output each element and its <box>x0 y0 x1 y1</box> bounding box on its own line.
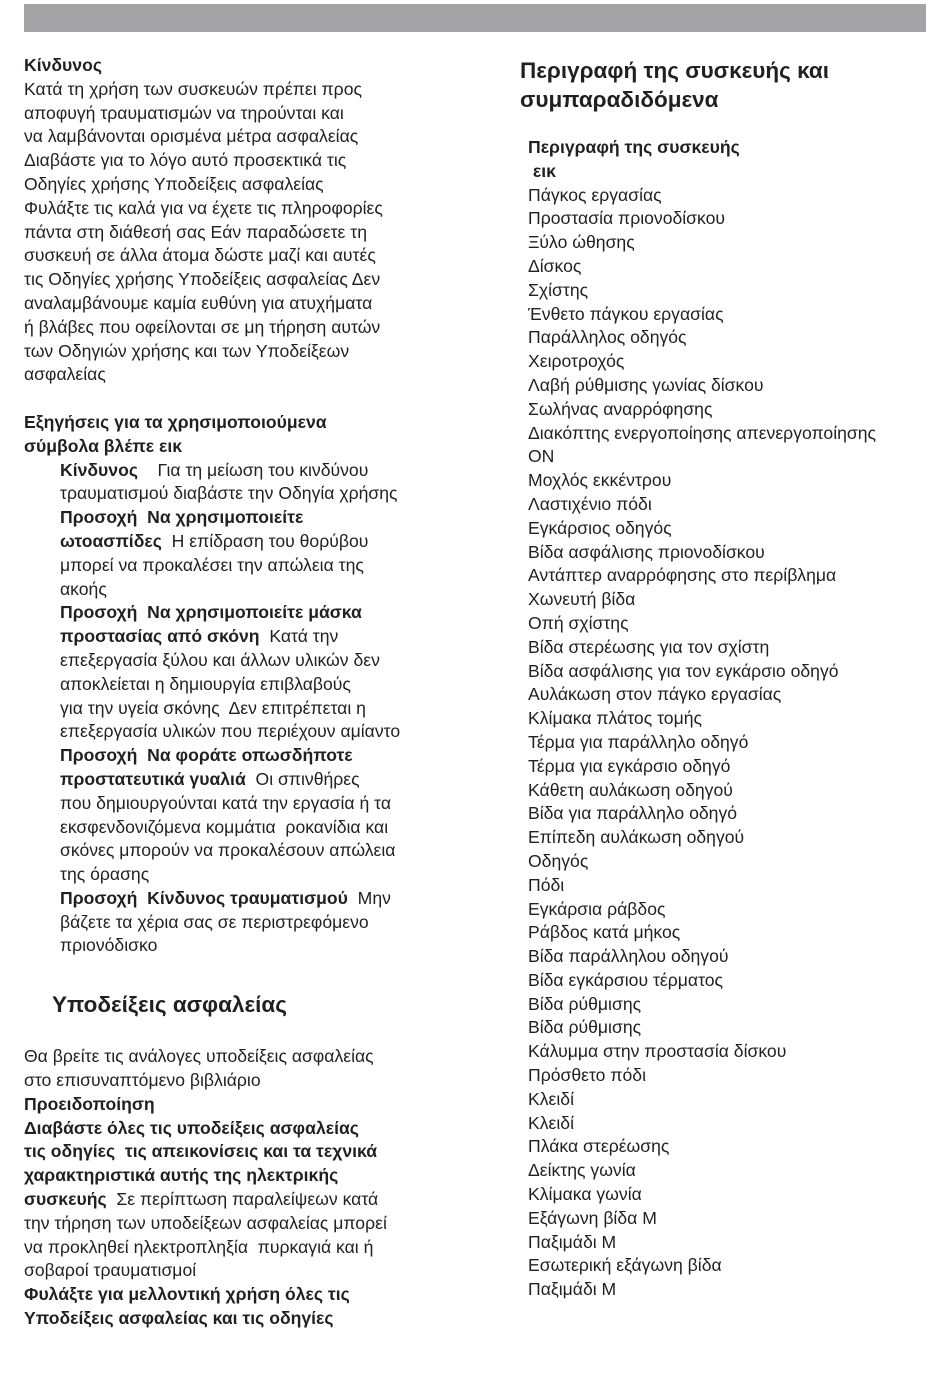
bold-text: ωτοασπίδες <box>60 530 162 551</box>
symbol-line <box>24 744 464 768</box>
plain-text: Η επίδραση του θορύβου <box>161 530 369 551</box>
list-item: Δείκτης γωνία <box>528 1160 636 1181</box>
list-item: Παξιμάδι Μ <box>528 1231 617 1252</box>
figure-reference: εικ <box>528 160 556 181</box>
symbol-line <box>24 506 464 530</box>
list-item: Χωνευτή βίδα <box>528 589 636 610</box>
description-heading <box>520 56 940 114</box>
plain-text: Μην <box>347 887 391 908</box>
safety-line <box>24 1307 464 1331</box>
paragraph-line: των Οδηγιών χρήσης και των Υποδείξεων <box>24 340 350 361</box>
symbol-line <box>24 768 464 792</box>
symbols-heading-line: Εξηγήσεις για τα χρησιμοποιούμενα <box>24 411 327 432</box>
plain-text: της όρασης <box>60 864 150 885</box>
bold-text: προστασίας από σκόνη <box>60 626 260 647</box>
list-item: Μοχλός εκκέντρου <box>528 470 672 491</box>
bold-text: τις οδηγίες τις απεικονίσεις και τα τεχνικά <box>24 1141 378 1162</box>
list-item: Προστασία πριονοδίσκου <box>528 208 726 229</box>
list-item: Κλίμακα γωνία <box>528 1184 642 1205</box>
list-item: Κλίμακα πλάτος τομής <box>528 708 702 729</box>
bold-text: συσκευής <box>24 1189 107 1210</box>
paragraph-line: αποφυγή τραυματισμών να τηρούνται και <box>24 102 344 123</box>
safety-line <box>24 1236 464 1260</box>
plain-text: Κατά την <box>259 626 339 647</box>
paragraph-line: συσκευή σε άλλα άτομα δώστε μαζί και αυτές <box>24 245 376 266</box>
safety-line <box>24 1069 464 1093</box>
symbol-line <box>24 625 464 649</box>
list-item: Σωλήνας αναρρόφησης <box>528 398 713 419</box>
header-bar <box>24 4 926 32</box>
symbol-line <box>24 530 464 554</box>
plain-text: στο επισυναπτόμενο βιβλιάριο <box>24 1070 261 1091</box>
paragraph-line: αναλαμβάνουμε καμία ευθύνη για ατυχήματα <box>24 292 373 313</box>
paragraph-line: τις Οδηγίες χρήσης Υποδείξεις ασφαλείας Δεν <box>24 269 381 290</box>
symbol-line <box>24 459 464 483</box>
plain-text: Θα βρείτε τις ανάλογες υποδείξεις ασφαλείας <box>24 1046 374 1067</box>
bold-text: Προσοχή Να φοράτε οπωσδήποτε <box>60 745 353 766</box>
plain-text: Σε περίπτωση παραλείψεων κατά <box>106 1189 379 1210</box>
safety-line <box>24 1117 464 1141</box>
list-item: Πλάκα στερέωσης <box>528 1136 670 1157</box>
list-item: Παξιμάδι Μ <box>528 1279 617 1300</box>
list-item: Βίδα για παράλληλο οδηγό <box>528 803 738 824</box>
paragraph-line: ή βλάβες που οφείλονται σε μη τήρηση αυτών <box>24 316 381 337</box>
symbol-line <box>24 554 464 578</box>
safety-line <box>24 1093 464 1117</box>
danger-heading: Κίνδυνος <box>24 55 102 75</box>
paragraph-line: πάντα στη διάθεσή σας Εάν παραδώσετε τη <box>24 221 368 242</box>
bold-text: Προσοχή Κίνδυνος τραυματισμού <box>60 887 348 908</box>
paragraph-line: Οδηγίες χρήσης Υποδείξεις ασφαλείας <box>24 173 324 194</box>
symbols-list <box>24 459 464 959</box>
list-item: Πρόσθετο πόδι <box>528 1065 646 1086</box>
plain-text: την τήρηση των υποδείξεων ασφαλείας μπορεί <box>24 1212 387 1233</box>
symbols-heading-line: σύμβολα βλέπε εικ <box>24 435 183 456</box>
paragraph-line: ασφαλείας <box>24 364 106 385</box>
list-item: Κάλυμμα στην προστασία δίσκου <box>528 1041 787 1062</box>
description-subheading: Περιγραφή της συσκευής <box>528 137 740 157</box>
symbol-line <box>24 816 464 840</box>
list-item: Εγκάρσια ράβδος <box>528 898 666 919</box>
symbol-line <box>24 720 464 744</box>
list-item: Παράλληλος οδηγός <box>528 327 687 348</box>
list-item: Τέρμα για εγκάρσιο οδηγό <box>528 755 731 776</box>
list-item: Εγκάρσιος οδηγός <box>528 517 672 538</box>
list-item: Αντάπτερ αναρρόφησης στο περίβλημα <box>528 565 837 586</box>
bold-text: Προσοχή Να χρησιμοποιείτε μάσκα <box>60 602 362 623</box>
list-item: Τέρμα για παράλληλο οδηγό <box>528 731 749 752</box>
list-item: Οδηγός <box>528 850 589 871</box>
list-item: Βίδα εγκάρσιου τέρματος <box>528 969 724 990</box>
list-item: Βίδα ασφάλισης πριονοδίσκου <box>528 541 765 562</box>
plain-text: που δημιουργούνται κατά την εργασία ή τα <box>60 792 392 813</box>
paragraph-line: Διαβάστε για το λόγο αυτό προσεκτικά τις <box>24 150 347 171</box>
symbol-line <box>24 578 464 602</box>
symbol-line <box>24 482 464 506</box>
symbol-line <box>24 934 464 958</box>
symbol-line <box>24 887 464 911</box>
symbol-line <box>24 792 464 816</box>
right-column <box>520 56 940 1302</box>
list-item: Επίπεδη αυλάκωση οδηγού <box>528 827 745 848</box>
plain-text: να προκληθεί ηλεκτροπληξία πυρκαγιά και ή <box>24 1236 374 1257</box>
safety-line <box>24 1188 464 1212</box>
list-item: Πόδι <box>528 874 565 895</box>
list-item: Πάγκος εργασίας <box>528 184 662 205</box>
description-heading-line: συμπαραδιδόμενα <box>520 87 719 112</box>
list-item: Διακόπτης ενεργοποίησης απενεργοποίησης <box>528 422 877 443</box>
safety-line <box>24 1259 464 1283</box>
plain-text: για την υγεία σκόνης Δεν επιτρέπεται η <box>60 697 366 718</box>
bold-text: Φυλάξτε για μελλοντική χρήση όλες τις <box>24 1284 350 1305</box>
list-item: Εσωτερική εξάγωνη βίδα <box>528 1255 722 1276</box>
plain-text: σοβαροί τραυματισμοί <box>24 1260 197 1281</box>
description-heading-line: Περιγραφή της συσκευής και <box>520 58 829 83</box>
plain-text: επεξεργασία ξύλου και άλλων υλικών δεν <box>60 649 380 670</box>
list-item: Κάθετη αυλάκωση οδηγού <box>528 779 733 800</box>
bold-text: Προειδοποίηση <box>24 1093 155 1114</box>
safety-line <box>24 1212 464 1236</box>
bold-text: προστατευτικά γυαλιά <box>60 768 246 789</box>
bold-text: Διαβάστε όλες τις υποδείξεις ασφαλείας <box>24 1117 359 1138</box>
symbol-line <box>24 697 464 721</box>
plain-text: βάζετε τα χέρια σας σε περιστρεφόμενο <box>60 911 369 932</box>
list-item: Βίδα παράλληλου οδηγού <box>528 946 729 967</box>
list-item: Ξύλο ώθησης <box>528 232 635 253</box>
symbol-line <box>24 601 464 625</box>
list-item: Σχίστης <box>528 279 589 300</box>
safety-heading: Υποδείξεις ασφαλείας <box>52 992 287 1018</box>
plain-text: αποκλείεται η δημιουργία επιβλαβούς <box>60 673 351 694</box>
symbol-line <box>24 839 464 863</box>
list-item: Ένθετο πάγκου εργασίας <box>528 303 724 324</box>
bold-text: χαρακτηριστικά αυτής της ηλεκτρικής <box>24 1165 339 1186</box>
plain-text: Οι σπινθήρες <box>245 768 360 789</box>
symbols-heading <box>24 411 464 459</box>
list-item: Ράβδος κατά μήκος <box>528 922 681 943</box>
bold-text: Προσοχή Να χρησιμοποιείτε <box>60 507 304 528</box>
bold-text: Κίνδυνος <box>60 459 138 480</box>
safety-line <box>24 1140 464 1164</box>
bold-text: Υποδείξεις ασφαλείας και τις οδηγίες <box>24 1308 334 1329</box>
safety-line <box>24 1045 464 1069</box>
list-item: Χειροτροχός <box>528 351 625 372</box>
plain-text: μπορεί να προκαλέσει την απώλεια της <box>60 554 364 575</box>
paragraph-line: να λαμβάνονται ορισμένα μέτρα ασφαλείας <box>24 126 359 147</box>
list-item: Βίδα ρύθμισης <box>528 1017 642 1038</box>
left-column <box>24 54 464 1331</box>
list-item: Δίσκος <box>528 255 582 276</box>
symbol-line <box>24 863 464 887</box>
plain-text: επεξεργασία υλικών που περιέχουν αμίαντο <box>60 721 401 742</box>
safety-line <box>24 1283 464 1307</box>
symbol-line <box>24 649 464 673</box>
list-item: Κλειδί <box>528 1088 574 1109</box>
safety-section <box>24 1045 464 1331</box>
plain-text: σκόνες μπορούν να προκαλέσουν απώλεια <box>60 840 396 861</box>
list-item: Εξάγωνη βίδα Μ <box>528 1207 657 1228</box>
plain-text: Για τη μείωση του κινδύνου <box>137 459 369 480</box>
safety-line <box>24 1164 464 1188</box>
plain-text: πριονόδισκο <box>60 935 158 956</box>
list-item: Κλειδί <box>528 1112 574 1133</box>
component-list <box>520 136 940 1302</box>
list-item: ON <box>528 446 555 467</box>
symbol-line <box>24 673 464 697</box>
list-item: Αυλάκωση στον πάγκο εργασίας <box>528 684 782 705</box>
symbol-line <box>24 911 464 935</box>
paragraph-line: Κατά τη χρήση των συσκευών πρέπει προς <box>24 78 362 99</box>
list-item: Βίδα ρύθμισης <box>528 993 642 1014</box>
paragraph-line: Φυλάξτε τις καλά για να έχετε τις πληροφορίες <box>24 197 383 218</box>
danger-paragraph <box>24 78 464 387</box>
plain-text: τραυματισμού διαβάστε την Οδηγία χρήσης <box>60 483 398 504</box>
plain-text: εκσφενδονιζόμενα κομμάτια ροκανίδια και <box>60 816 389 837</box>
list-item: Λαστιχένιο πόδι <box>528 493 652 514</box>
list-item: Βίδα στερέωσης για τον σχίστη <box>528 636 770 657</box>
plain-text: ακοής <box>60 578 107 599</box>
list-item: Βίδα ασφάλισης για τον εγκάρσιο οδηγό <box>528 660 839 681</box>
list-item: Οπή σχίστης <box>528 612 629 633</box>
list-item: Λαβή ρύθμισης γωνίας δίσκου <box>528 374 764 395</box>
